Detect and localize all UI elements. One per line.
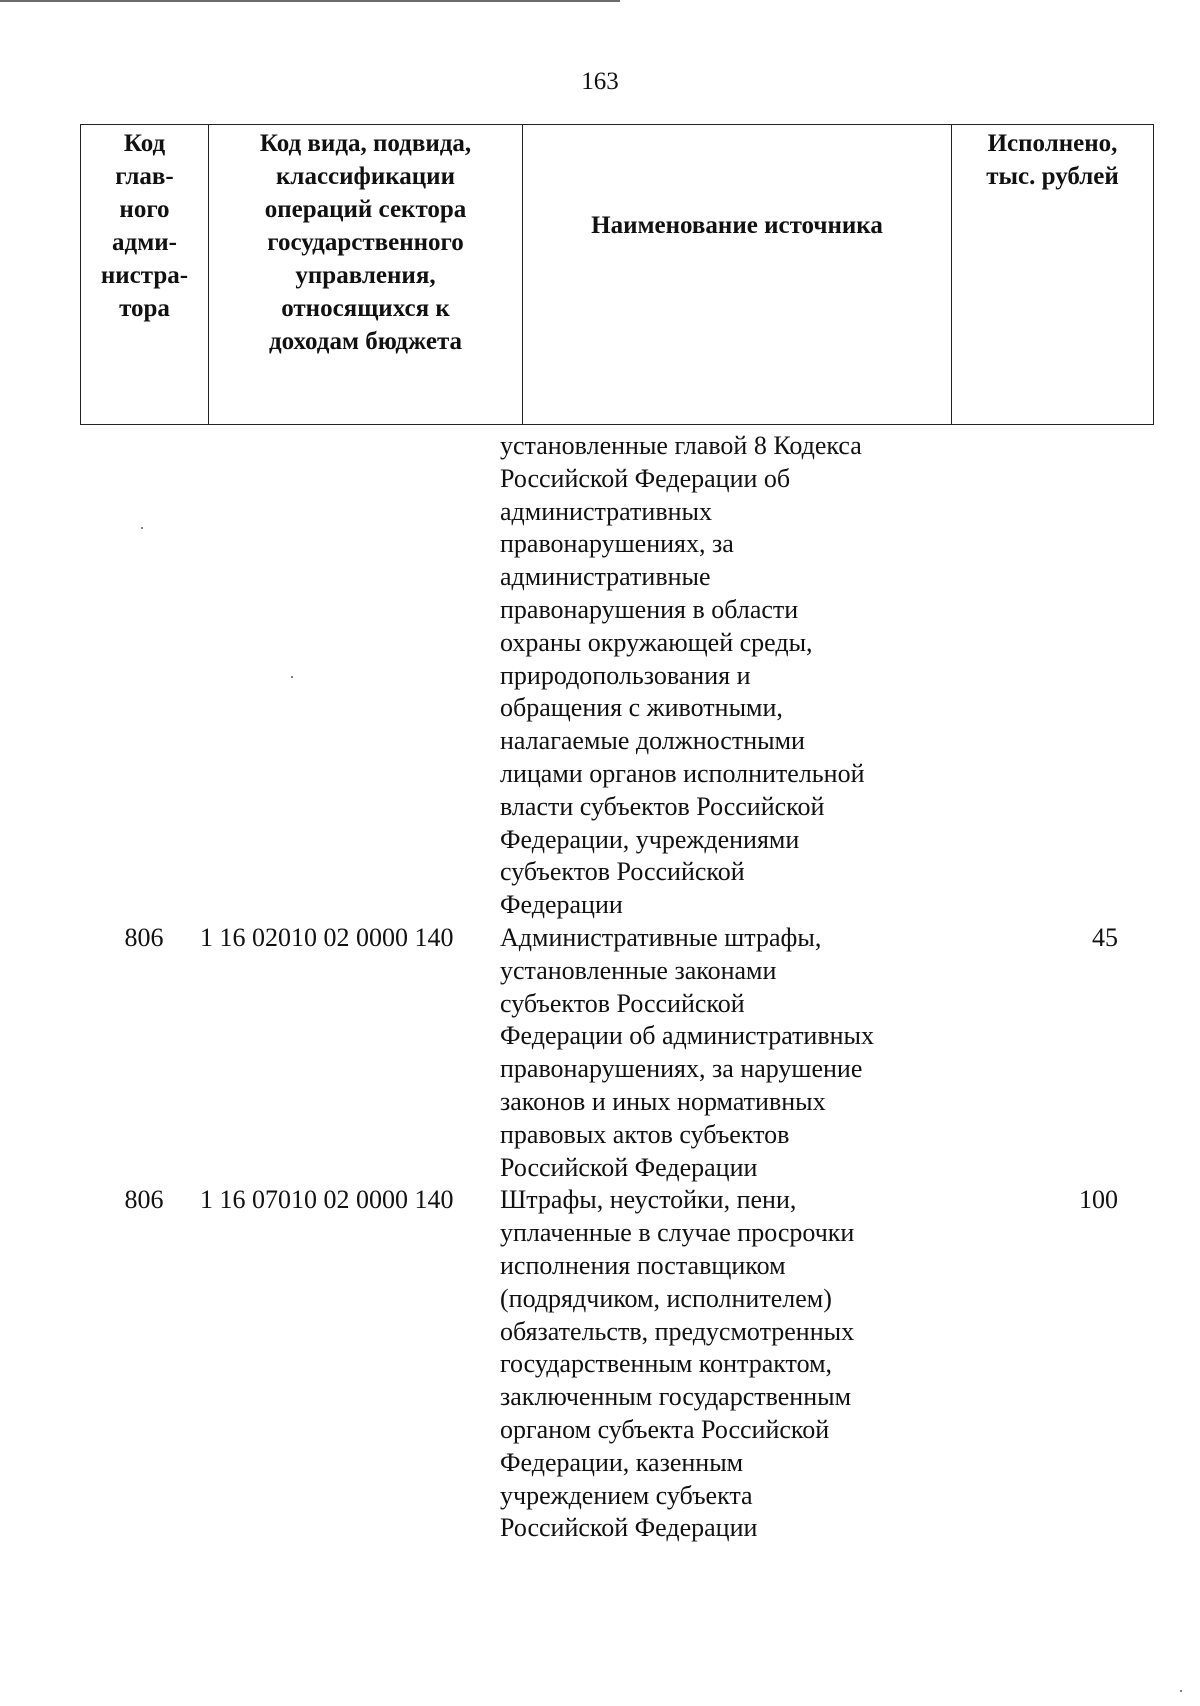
source-name-line: правонарушениях, за нарушение (500, 1054, 863, 1084)
header-admin-code-line: тора (119, 295, 170, 322)
source-name-line: исполнения поставщиком (500, 1250, 786, 1280)
source-name-line: органом субъекта Российской (500, 1414, 830, 1444)
source-name-cell (500, 922, 920, 1184)
header-type-code (209, 125, 523, 425)
header-type-code-line: классификации (276, 163, 455, 190)
table-header (80, 124, 1154, 425)
source-name-cell (500, 1184, 920, 1545)
source-name-line: государственным контрактом, (500, 1349, 833, 1379)
source-name-line: заключенным государственным (500, 1382, 852, 1412)
scan-speck (1180, 1690, 1182, 1692)
header-source-name: Наименование источника (523, 125, 952, 425)
header-type-code-line: доходам бюджета (268, 328, 463, 355)
admin-code-cell: 806 (124, 1185, 164, 1215)
source-name-line: установленные главой 8 Кодекса (500, 431, 862, 460)
admin-code-cell: 806 (124, 922, 164, 952)
scan-edge-line (0, 0, 620, 2)
source-name-line: налагаемые должностными (500, 726, 805, 756)
header-admin-code-line: Код (123, 130, 166, 157)
scan-speck (141, 527, 143, 529)
source-name-line: субъектов Российской (500, 988, 745, 1018)
header-admin-code-line: нистра- (100, 262, 189, 289)
source-name-line: административных (500, 496, 712, 526)
header-type-code-line: Код вида, подвида, (259, 130, 472, 157)
source-name-line: законов и иных нормативных (500, 1086, 826, 1116)
admin-code-cell (88, 430, 200, 922)
source-name-line: учреждением субъекта (500, 1480, 753, 1510)
source-name-line: (подрядчиком, исполнителем) (500, 1283, 832, 1313)
source-name-line: Российской Федерации (500, 1513, 758, 1543)
source-name-line: природопользования и (500, 660, 751, 690)
source-name-line: правовых актов субъектов (500, 1119, 790, 1149)
source-name-line: правонарушениях, за (500, 529, 734, 559)
classification-code-cell: 1 16 02010 02 0000 140 (200, 922, 454, 952)
header-executed (952, 125, 1154, 425)
scan-speck (291, 676, 293, 678)
source-name-line: лицами органов исполнительной (500, 758, 865, 788)
source-name-line: Российской Федерации (500, 1152, 758, 1182)
header-type-code-line: операций сектора (264, 196, 467, 223)
classification-code-cell (200, 430, 500, 922)
table-body (0, 430, 1200, 1545)
header-type-code-line: государственного (267, 229, 464, 256)
executed-amount-cell: 45 (1092, 922, 1118, 952)
source-name-line: Федерации, учреждениями (500, 824, 800, 854)
source-name-line: субъектов Российской (500, 857, 745, 887)
table-row (0, 922, 1200, 1184)
source-name-line: Штрафы, неустойки, пени, (500, 1185, 797, 1215)
source-name-line: Федерации, казенным (500, 1447, 744, 1477)
source-name-line: власти субъектов Российской (500, 791, 825, 821)
header-executed-line: тыс. рублей (986, 163, 1119, 190)
header-type-code-line: относящихся к (281, 295, 450, 322)
header-admin-code-line: глав- (115, 163, 174, 190)
classification-code-cell: 1 16 07010 02 0000 140 (200, 1185, 454, 1215)
source-name-line: уплаченные в случае просрочки (500, 1218, 855, 1248)
header-type-code-line: управления, (295, 262, 436, 289)
table-row (0, 430, 1200, 922)
source-name-line: Российской Федерации об (500, 463, 791, 493)
source-name-line: обязательств, предусмотренных (500, 1316, 855, 1346)
source-name-line: Федерации (500, 890, 623, 920)
source-name-line: правонарушения в области (500, 594, 799, 624)
source-name-cell (500, 430, 920, 922)
header-admin-code-line: адми- (112, 229, 177, 256)
source-name-line: Федерации об административных (500, 1021, 875, 1051)
source-name-line: административные (500, 562, 711, 592)
table-row (0, 1184, 1200, 1545)
source-name-line: обращения с животными, (500, 693, 783, 723)
source-name-line: установленные законами (500, 955, 777, 985)
executed-amount-cell: 100 (1079, 1185, 1118, 1215)
header-admin-code (81, 125, 209, 425)
executed-amount-cell (920, 430, 1118, 922)
header-executed-line: Исполнено, (987, 130, 1118, 157)
source-name-line: охраны окружающей среды, (500, 627, 813, 657)
header-admin-code-line: ного (119, 196, 170, 223)
page-number: 163 (581, 68, 619, 95)
source-name-line: Административные штрафы, (500, 922, 822, 952)
